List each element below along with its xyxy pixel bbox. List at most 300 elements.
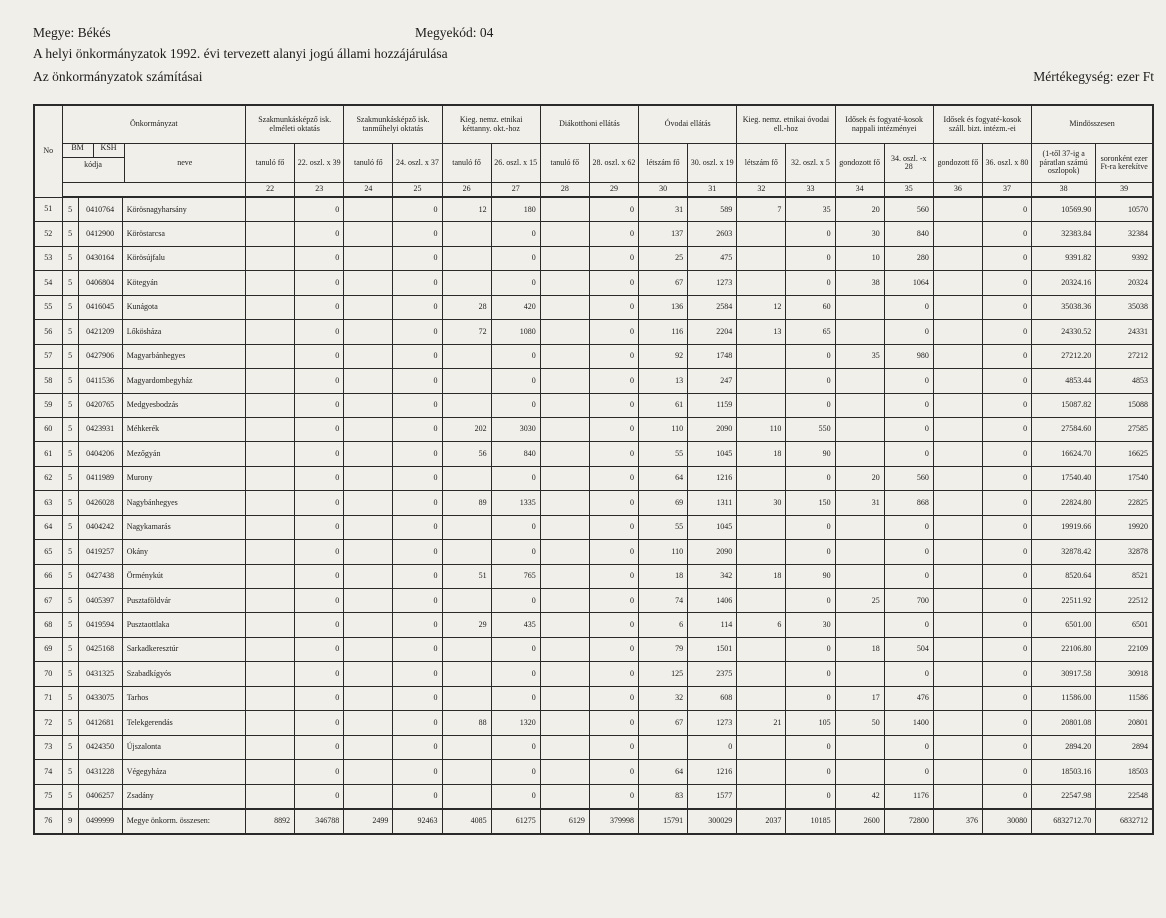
table-cell: 0 xyxy=(393,320,442,344)
table-cell: 420 xyxy=(491,295,540,319)
table-cell xyxy=(835,515,884,539)
table-cell: 18 xyxy=(835,637,884,661)
table-cell: 0 xyxy=(589,784,638,809)
table-cell: 69 xyxy=(34,637,62,661)
page-title: A helyi önkormányzatok 1992. évi tervezett alanyi jogú állami hozzájárulása xyxy=(33,46,448,61)
table-cell: 28 xyxy=(442,295,491,319)
table-cell: 0 xyxy=(295,417,344,441)
table-cell: 1273 xyxy=(688,711,737,735)
table-cell: 0 xyxy=(884,515,933,539)
table-cell xyxy=(344,271,393,295)
table-cell: 0 xyxy=(982,466,1031,490)
table-cell: 51 xyxy=(34,197,62,222)
table-cell: 346788 xyxy=(295,809,344,834)
table-cell: 0 xyxy=(786,222,835,246)
table-cell: 15791 xyxy=(639,809,688,834)
table-cell xyxy=(344,613,393,637)
table-cell: 980 xyxy=(884,344,933,368)
table-cell: 0 xyxy=(982,784,1031,809)
subheader: soronként ezer Ft-ra kerekítve xyxy=(1096,144,1153,183)
table-cell: 0 xyxy=(589,589,638,613)
table-cell: 0416045 xyxy=(78,295,122,319)
table-cell: 32878 xyxy=(1096,540,1153,564)
table-cell: 342 xyxy=(688,564,737,588)
table-cell: 0 xyxy=(295,564,344,588)
table-cell xyxy=(540,564,589,588)
municipality-name-cell: Sarkadkeresztúr xyxy=(122,637,245,661)
table-cell xyxy=(344,637,393,661)
table-cell xyxy=(540,540,589,564)
table-cell: 22511.92 xyxy=(1032,589,1096,613)
table-row xyxy=(34,271,1153,295)
col-number: 25 xyxy=(393,183,442,198)
table-cell: 0 xyxy=(982,760,1031,784)
table-cell xyxy=(933,442,982,466)
table-cell xyxy=(246,589,295,613)
table-cell: 435 xyxy=(491,613,540,637)
table-cell xyxy=(246,369,295,393)
table-cell: 0431228 xyxy=(78,760,122,784)
table-cell: 92 xyxy=(639,344,688,368)
table-row xyxy=(34,540,1153,564)
table-cell: 0 xyxy=(982,515,1031,539)
table-cell: 0 xyxy=(393,295,442,319)
table-cell: 0 xyxy=(884,442,933,466)
table-cell: 0 xyxy=(295,589,344,613)
table-cell: 1748 xyxy=(688,344,737,368)
table-cell xyxy=(737,271,786,295)
col-number: 28 xyxy=(540,183,589,198)
table-cell: 18503 xyxy=(1096,760,1153,784)
table-cell: 0 xyxy=(295,442,344,466)
subheader: (1-től 37-ig a páratlan számú oszlopok) xyxy=(1032,144,1096,183)
table-cell: 1577 xyxy=(688,784,737,809)
table-cell: 63 xyxy=(34,491,62,515)
table-cell: 0 xyxy=(295,760,344,784)
table-cell xyxy=(344,686,393,710)
table-cell: 2090 xyxy=(688,540,737,564)
subheader: 24. oszl. x 37 xyxy=(393,144,442,183)
table-cell: 30918 xyxy=(1096,662,1153,686)
table-cell xyxy=(344,491,393,515)
municipality-name-cell: Újszalonta xyxy=(122,735,245,759)
table-cell: 116 xyxy=(639,320,688,344)
bm-header: BM xyxy=(63,144,94,157)
table-cell: 1406 xyxy=(688,589,737,613)
table-cell xyxy=(344,784,393,809)
col-number: 37 xyxy=(982,183,1031,198)
col-number: 27 xyxy=(491,183,540,198)
table-cell: 5 xyxy=(62,637,78,661)
table-cell: 0 xyxy=(491,540,540,564)
table-cell xyxy=(933,613,982,637)
table-cell xyxy=(344,320,393,344)
table-cell: 0 xyxy=(982,344,1031,368)
table-cell: 10 xyxy=(835,246,884,270)
table-cell xyxy=(737,246,786,270)
county-code-label: Megyekód: 04 xyxy=(415,25,494,40)
table-cell: 1064 xyxy=(884,271,933,295)
col-onk-header: Önkormányzat xyxy=(62,105,245,144)
table-cell: 6501 xyxy=(1096,613,1153,637)
blank-header-cell xyxy=(62,183,245,198)
table-cell: 12 xyxy=(737,295,786,319)
table-cell: 1080 xyxy=(491,320,540,344)
table-cell: 1311 xyxy=(688,491,737,515)
table-cell: 2204 xyxy=(688,320,737,344)
table-cell: 0 xyxy=(491,344,540,368)
table-cell: 62 xyxy=(34,466,62,490)
table-cell: 0 xyxy=(393,442,442,466)
table-cell xyxy=(540,760,589,784)
table-cell: 17540.40 xyxy=(1032,466,1096,490)
table-cell xyxy=(540,271,589,295)
table-cell: 2090 xyxy=(688,417,737,441)
table-cell: 67 xyxy=(639,711,688,735)
municipality-name-cell: Magyarbánhegyes xyxy=(122,344,245,368)
table-cell xyxy=(540,417,589,441)
table-cell: 0 xyxy=(884,369,933,393)
table-cell: 0 xyxy=(884,295,933,319)
municipality-name-cell: Lőkösháza xyxy=(122,320,245,344)
subheader: 26. oszl. x 15 xyxy=(491,144,540,183)
table-cell xyxy=(933,393,982,417)
table-cell: 74 xyxy=(34,760,62,784)
table-cell: 0 xyxy=(982,589,1031,613)
table-cell xyxy=(442,784,491,809)
table-cell: 0 xyxy=(393,735,442,759)
table-cell: 2603 xyxy=(688,222,737,246)
col-number: 36 xyxy=(933,183,982,198)
table-cell: 0405397 xyxy=(78,589,122,613)
table-cell: 27585 xyxy=(1096,417,1153,441)
table-cell: 19919.66 xyxy=(1032,515,1096,539)
subheader: 22. oszl. x 39 xyxy=(295,144,344,183)
table-cell: 20324.16 xyxy=(1032,271,1096,295)
municipality-name-cell: Méhkerék xyxy=(122,417,245,441)
table-cell: 0420765 xyxy=(78,393,122,417)
table-cell xyxy=(246,295,295,319)
table-cell: 0 xyxy=(589,760,638,784)
table-cell: 72 xyxy=(442,320,491,344)
table-cell: 0 xyxy=(589,613,638,637)
table-cell xyxy=(933,589,982,613)
table-cell: 3030 xyxy=(491,417,540,441)
table-cell xyxy=(344,711,393,735)
table-cell xyxy=(933,515,982,539)
table-cell: 0 xyxy=(295,540,344,564)
table-cell xyxy=(933,197,982,222)
table-cell xyxy=(639,735,688,759)
table-cell: 73 xyxy=(34,735,62,759)
table-cell: 0 xyxy=(491,246,540,270)
table-cell: 29 xyxy=(442,613,491,637)
municipality-name-cell: Köröstarcsa xyxy=(122,222,245,246)
table-cell xyxy=(246,711,295,735)
table-cell: 0 xyxy=(786,271,835,295)
table-cell: 0 xyxy=(393,760,442,784)
table-cell: 4853.44 xyxy=(1032,369,1096,393)
table-cell: 0 xyxy=(295,222,344,246)
table-row xyxy=(34,222,1153,246)
table-cell xyxy=(442,540,491,564)
table-cell: 0425168 xyxy=(78,637,122,661)
table-cell: 0411989 xyxy=(78,466,122,490)
table-cell: 0 xyxy=(884,417,933,441)
table-cell: 868 xyxy=(884,491,933,515)
table-cell xyxy=(246,540,295,564)
table-cell xyxy=(344,735,393,759)
data-table xyxy=(33,104,1154,835)
table-row xyxy=(34,760,1153,784)
table-cell: 5 xyxy=(62,491,78,515)
table-cell: 0 xyxy=(589,637,638,661)
table-cell xyxy=(344,393,393,417)
group-header: Mindösszesen xyxy=(1032,105,1153,144)
subheader: gondozott fő xyxy=(933,144,982,183)
subheader: tanuló fő xyxy=(246,144,295,183)
table-cell: 92463 xyxy=(393,809,442,834)
table-cell: 0419257 xyxy=(78,540,122,564)
table-cell: 0 xyxy=(589,540,638,564)
table-cell xyxy=(246,662,295,686)
table-cell: 35038.36 xyxy=(1032,295,1096,319)
table-cell: 0404206 xyxy=(78,442,122,466)
table-row xyxy=(34,564,1153,588)
municipality-name-cell: Végegyháza xyxy=(122,760,245,784)
table-cell: 30 xyxy=(737,491,786,515)
table-cell: 74 xyxy=(639,589,688,613)
table-cell: 60 xyxy=(34,417,62,441)
table-cell: 11586 xyxy=(1096,686,1153,710)
table-cell: 0 xyxy=(295,271,344,295)
table-cell: 0 xyxy=(786,637,835,661)
table-cell xyxy=(835,735,884,759)
table-cell: 0 xyxy=(295,662,344,686)
table-cell: 5 xyxy=(62,564,78,588)
table-cell: 55 xyxy=(639,442,688,466)
table-cell xyxy=(344,540,393,564)
table-cell: 0 xyxy=(589,711,638,735)
table-cell: 125 xyxy=(639,662,688,686)
table-cell: 5 xyxy=(62,246,78,270)
table-cell: 5 xyxy=(62,735,78,759)
unit-label: Mértékegység: ezer Ft xyxy=(1033,69,1154,84)
table-cell: 0 xyxy=(393,637,442,661)
table-cell: 54 xyxy=(34,271,62,295)
table-cell xyxy=(540,222,589,246)
table-cell xyxy=(344,564,393,588)
table-cell xyxy=(933,369,982,393)
table-cell xyxy=(737,637,786,661)
table-row xyxy=(34,417,1153,441)
table-cell: 0 xyxy=(393,369,442,393)
table-cell: 0421209 xyxy=(78,320,122,344)
table-cell: 0 xyxy=(393,417,442,441)
table-cell: 1159 xyxy=(688,393,737,417)
group-header: Idősek és fogyaté-kosok nappali intézményei xyxy=(835,105,933,144)
table-cell xyxy=(442,466,491,490)
table-cell: 5 xyxy=(62,540,78,564)
col-number: 32 xyxy=(737,183,786,198)
table-cell: 0 xyxy=(295,344,344,368)
table-cell: 1320 xyxy=(491,711,540,735)
table-cell: 6832712.70 xyxy=(1032,809,1096,834)
table-cell: 0 xyxy=(295,246,344,270)
table-cell: 25 xyxy=(639,246,688,270)
county-label: Megye: Békés xyxy=(33,25,111,40)
table-cell xyxy=(737,222,786,246)
table-cell: 5 xyxy=(62,344,78,368)
table-cell: 65 xyxy=(34,540,62,564)
table-cell xyxy=(933,271,982,295)
table-cell: 0 xyxy=(393,711,442,735)
table-cell xyxy=(540,491,589,515)
table-cell xyxy=(933,320,982,344)
table-cell: 38 xyxy=(835,271,884,295)
table-cell: 0 xyxy=(982,246,1031,270)
group-header: Kieg. nemz. etnikai kéttanny. okt.-hoz xyxy=(442,105,540,144)
table-cell: 89 xyxy=(442,491,491,515)
table-cell: 0 xyxy=(491,686,540,710)
table-cell: 2894 xyxy=(1096,735,1153,759)
table-cell xyxy=(835,564,884,588)
table-row xyxy=(34,344,1153,368)
col-number: 33 xyxy=(786,183,835,198)
table-cell: 75 xyxy=(34,784,62,809)
table-cell: 5 xyxy=(62,711,78,735)
table-cell xyxy=(442,515,491,539)
table-cell xyxy=(540,246,589,270)
table-row xyxy=(34,686,1153,710)
table-cell: 0 xyxy=(589,271,638,295)
table-cell: 59 xyxy=(34,393,62,417)
table-cell xyxy=(540,393,589,417)
table-cell xyxy=(344,369,393,393)
table-cell: 0404242 xyxy=(78,515,122,539)
table-cell: 0 xyxy=(786,540,835,564)
table-cell xyxy=(442,686,491,710)
table-cell xyxy=(246,393,295,417)
table-cell xyxy=(344,246,393,270)
table-row xyxy=(34,735,1153,759)
table-cell: 0 xyxy=(884,735,933,759)
table-cell: 0 xyxy=(982,369,1031,393)
table-cell: 0 xyxy=(589,491,638,515)
ksh-header: KSH xyxy=(100,143,117,152)
table-cell xyxy=(246,637,295,661)
table-cell: 0 xyxy=(982,711,1031,735)
table-cell: 0 xyxy=(589,442,638,466)
table-cell: 0 xyxy=(589,393,638,417)
table-cell xyxy=(246,613,295,637)
table-cell: 1273 xyxy=(688,271,737,295)
table-cell: 30080 xyxy=(982,809,1031,834)
table-cell: 0 xyxy=(589,344,638,368)
table-cell: 17540 xyxy=(1096,466,1153,490)
table-cell: 2584 xyxy=(688,295,737,319)
table-cell: 72800 xyxy=(884,809,933,834)
col-no-header: No xyxy=(34,105,62,197)
table-cell xyxy=(835,613,884,637)
table-cell: 30 xyxy=(835,222,884,246)
table-cell: 608 xyxy=(688,686,737,710)
table-cell: 0 xyxy=(393,246,442,270)
table-cell: 0 xyxy=(295,784,344,809)
table-cell: 0 xyxy=(491,735,540,759)
table-cell: 79 xyxy=(639,637,688,661)
table-cell xyxy=(540,369,589,393)
table-cell: 66 xyxy=(34,564,62,588)
table-cell: 0 xyxy=(884,320,933,344)
table-cell: 90 xyxy=(786,564,835,588)
table-cell: 0 xyxy=(393,589,442,613)
table-cell: 0 xyxy=(491,222,540,246)
table-cell: 22106.80 xyxy=(1032,637,1096,661)
table-row xyxy=(34,320,1153,344)
table-cell: 5 xyxy=(62,222,78,246)
table-cell: 53 xyxy=(34,246,62,270)
table-cell: 21 xyxy=(737,711,786,735)
table-cell: 0 xyxy=(295,491,344,515)
table-cell: 5 xyxy=(62,320,78,344)
table-row xyxy=(34,466,1153,490)
table-cell: 280 xyxy=(884,246,933,270)
table-cell: 0 xyxy=(982,735,1031,759)
table-cell: 22512 xyxy=(1096,589,1153,613)
table-cell: 58 xyxy=(34,369,62,393)
table-cell: 5 xyxy=(62,589,78,613)
table-cell xyxy=(737,344,786,368)
col-number: 24 xyxy=(344,183,393,198)
subheader: 34. oszl. -x 28 xyxy=(884,144,933,183)
table-cell: 2600 xyxy=(835,809,884,834)
table-cell: 1045 xyxy=(688,442,737,466)
table-cell: 42 xyxy=(835,784,884,809)
group-header: Óvodai ellátás xyxy=(639,105,737,144)
table-cell: 0 xyxy=(884,564,933,588)
table-cell: 376 xyxy=(933,809,982,834)
table-cell: 6501.00 xyxy=(1032,613,1096,637)
table-cell: 8521 xyxy=(1096,564,1153,588)
table-cell: 35 xyxy=(835,344,884,368)
table-cell: 0 xyxy=(589,735,638,759)
subheader: létszám fő xyxy=(639,144,688,183)
table-cell: 0412681 xyxy=(78,711,122,735)
table-cell: 5 xyxy=(62,197,78,222)
table-cell: 65 xyxy=(786,320,835,344)
table-cell: 32384 xyxy=(1096,222,1153,246)
table-cell: 5 xyxy=(62,295,78,319)
table-cell xyxy=(737,393,786,417)
table-cell: 31 xyxy=(639,197,688,222)
table-cell: 504 xyxy=(884,637,933,661)
table-cell: 2375 xyxy=(688,662,737,686)
table-cell: 31 xyxy=(835,491,884,515)
table-cell xyxy=(933,246,982,270)
table-cell xyxy=(933,295,982,319)
table-cell: 0 xyxy=(884,613,933,637)
table-cell: 0 xyxy=(982,320,1031,344)
table-cell: 0 xyxy=(688,735,737,759)
municipality-name-cell: Körösújfalu xyxy=(122,246,245,270)
table-cell xyxy=(246,344,295,368)
table-cell xyxy=(344,417,393,441)
table-row xyxy=(34,295,1153,319)
table-cell: 20801 xyxy=(1096,711,1153,735)
table-cell: 22109 xyxy=(1096,637,1153,661)
table-cell: 0 xyxy=(295,637,344,661)
